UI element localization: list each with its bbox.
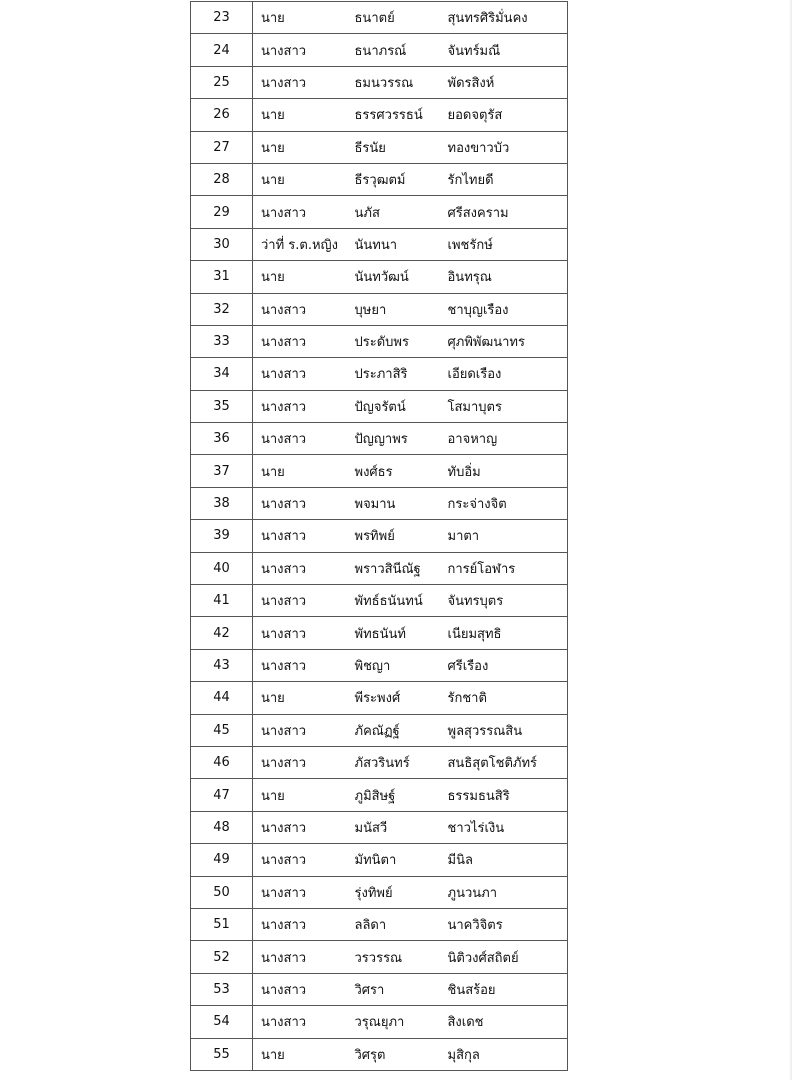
row-number: 28 xyxy=(191,163,253,195)
last-name: นิติวงศ์สถิตย์ xyxy=(446,941,568,973)
first-name: มนัสวี xyxy=(349,811,446,843)
table-row xyxy=(191,746,568,778)
row-number: 38 xyxy=(191,487,253,519)
name-title: นาย xyxy=(253,779,349,811)
first-name: พราวสินีณัฐ xyxy=(349,552,446,584)
first-name: นันทวัฒน์ xyxy=(349,261,446,293)
row-number: 46 xyxy=(191,746,253,778)
last-name: ธรรมธนสิริ xyxy=(446,779,568,811)
table-row xyxy=(191,1038,568,1070)
name-title: นางสาว xyxy=(253,714,349,746)
name-title: นางสาว xyxy=(253,66,349,98)
first-name: มัทนิตา xyxy=(349,844,446,876)
table-row xyxy=(191,714,568,746)
row-number: 26 xyxy=(191,99,253,131)
table-row xyxy=(191,261,568,293)
first-name: ประภาสิริ xyxy=(349,358,446,390)
name-title: นางสาว xyxy=(253,811,349,843)
first-name: นันทนา xyxy=(349,228,446,260)
name-title: นางสาว xyxy=(253,325,349,357)
first-name: ประดับพร xyxy=(349,325,446,357)
first-name: ธีรวุฒตม์ xyxy=(349,163,446,195)
first-name: พัทธ์ธนันทน์ xyxy=(349,585,446,617)
last-name: พัดรสิงห์ xyxy=(446,66,568,98)
row-number: 30 xyxy=(191,228,253,260)
first-name: พรทิพย์ xyxy=(349,520,446,552)
row-number: 50 xyxy=(191,876,253,908)
table-row xyxy=(191,844,568,876)
name-title: นาย xyxy=(253,2,349,34)
name-title: นาย xyxy=(253,1038,349,1070)
name-title: นาย xyxy=(253,99,349,131)
first-name: ธีรนัย xyxy=(349,131,446,163)
first-name: ภัคณัฏฐ์ xyxy=(349,714,446,746)
name-title: นาย xyxy=(253,682,349,714)
row-number: 44 xyxy=(191,682,253,714)
table-row xyxy=(191,66,568,98)
name-title: นางสาว xyxy=(253,941,349,973)
table-row xyxy=(191,34,568,66)
name-title: นางสาว xyxy=(253,876,349,908)
row-number: 41 xyxy=(191,585,253,617)
table-row xyxy=(191,2,568,34)
first-name: ภูมิสิษฐ์ xyxy=(349,779,446,811)
last-name: ภูนวนภา xyxy=(446,876,568,908)
table-row xyxy=(191,876,568,908)
last-name: จันทร์มณี xyxy=(446,34,568,66)
last-name: จันทรบุตร xyxy=(446,585,568,617)
table-row xyxy=(191,682,568,714)
name-title: นางสาว xyxy=(253,293,349,325)
row-number: 35 xyxy=(191,390,253,422)
last-name: โสมาบุตร xyxy=(446,390,568,422)
table-row xyxy=(191,293,568,325)
table-row xyxy=(191,163,568,195)
row-number: 31 xyxy=(191,261,253,293)
last-name: ทับอิ่ม xyxy=(446,455,568,487)
first-name: ธมนวรรณ xyxy=(349,66,446,98)
name-list-table xyxy=(190,1,568,1071)
row-number: 48 xyxy=(191,811,253,843)
last-name: ชินสร้อย xyxy=(446,973,568,1005)
table-row xyxy=(191,358,568,390)
first-name: บุษยา xyxy=(349,293,446,325)
table-row xyxy=(191,779,568,811)
name-title: นางสาว xyxy=(253,520,349,552)
table-row xyxy=(191,455,568,487)
row-number: 29 xyxy=(191,196,253,228)
row-number: 45 xyxy=(191,714,253,746)
first-name: ภัสวรินทร์ xyxy=(349,746,446,778)
table-row xyxy=(191,973,568,1005)
last-name: ศรีสงคราม xyxy=(446,196,568,228)
last-name: สนธิสุตโชติภัทร์ xyxy=(446,746,568,778)
row-number: 32 xyxy=(191,293,253,325)
name-title: นาย xyxy=(253,261,349,293)
name-title: นางสาว xyxy=(253,552,349,584)
name-title: นางสาว xyxy=(253,617,349,649)
name-title: นางสาว xyxy=(253,196,349,228)
last-name: มาตา xyxy=(446,520,568,552)
table-row xyxy=(191,649,568,681)
last-name: ยอดจตุรัส xyxy=(446,99,568,131)
last-name: รักชาติ xyxy=(446,682,568,714)
row-number: 39 xyxy=(191,520,253,552)
last-name: ชาวไร่เงิน xyxy=(446,811,568,843)
last-name: พูลสุวรรณสิน xyxy=(446,714,568,746)
last-name: สิงเดช xyxy=(446,1006,568,1038)
name-title: นางสาว xyxy=(253,358,349,390)
table-row xyxy=(191,585,568,617)
row-number: 36 xyxy=(191,423,253,455)
row-number: 42 xyxy=(191,617,253,649)
table-row xyxy=(191,617,568,649)
row-number: 24 xyxy=(191,34,253,66)
row-number: 52 xyxy=(191,941,253,973)
table-row xyxy=(191,325,568,357)
name-title: นางสาว xyxy=(253,390,349,422)
last-name: ทองขาวบัว xyxy=(446,131,568,163)
row-number: 43 xyxy=(191,649,253,681)
name-title: นางสาว xyxy=(253,746,349,778)
table-row xyxy=(191,487,568,519)
table-row xyxy=(191,196,568,228)
last-name: เนียมสุทธิ xyxy=(446,617,568,649)
row-number: 40 xyxy=(191,552,253,584)
last-name: เอียดเรือง xyxy=(446,358,568,390)
first-name: วิศรา xyxy=(349,973,446,1005)
table-row xyxy=(191,228,568,260)
table-row xyxy=(191,811,568,843)
table-row xyxy=(191,99,568,131)
row-number: 34 xyxy=(191,358,253,390)
last-name: มีนิล xyxy=(446,844,568,876)
last-name: มุสิกุล xyxy=(446,1038,568,1070)
last-name: อาจหาญ xyxy=(446,423,568,455)
first-name: รุ่งทิพย์ xyxy=(349,876,446,908)
first-name: นภัส xyxy=(349,196,446,228)
first-name: ธนาภรณ์ xyxy=(349,34,446,66)
name-list-body xyxy=(191,2,568,1071)
last-name: ศรีเรือง xyxy=(446,649,568,681)
row-number: 37 xyxy=(191,455,253,487)
first-name: วรุณยุภา xyxy=(349,1006,446,1038)
first-name: พีระพงศ์ xyxy=(349,682,446,714)
table-row xyxy=(191,552,568,584)
row-number: 51 xyxy=(191,908,253,940)
table-row xyxy=(191,520,568,552)
name-title: นาย xyxy=(253,131,349,163)
last-name: ศุภพิพัฒนาทร xyxy=(446,325,568,357)
table-row xyxy=(191,941,568,973)
last-name: กระจ่างจิต xyxy=(446,487,568,519)
row-number: 23 xyxy=(191,2,253,34)
row-number: 25 xyxy=(191,66,253,98)
first-name: วรวรรณ xyxy=(349,941,446,973)
first-name: ปัญญาพร xyxy=(349,423,446,455)
last-name: สุนทรศิริมั่นคง xyxy=(446,2,568,34)
first-name: พงศ์ธร xyxy=(349,455,446,487)
first-name: ธรรศวรรธน์ xyxy=(349,99,446,131)
last-name: ชาบุญเรือง xyxy=(446,293,568,325)
row-number: 55 xyxy=(191,1038,253,1070)
name-title: นางสาว xyxy=(253,844,349,876)
name-title: นาย xyxy=(253,455,349,487)
first-name: พจมาน xyxy=(349,487,446,519)
name-title: นางสาว xyxy=(253,487,349,519)
name-title: นางสาว xyxy=(253,973,349,1005)
last-name: การย์โอฬาร xyxy=(446,552,568,584)
first-name: พิชญา xyxy=(349,649,446,681)
last-name: อินทรุณ xyxy=(446,261,568,293)
first-name: พัทธนันท์ xyxy=(349,617,446,649)
first-name: วิศรุต xyxy=(349,1038,446,1070)
name-title: นางสาว xyxy=(253,908,349,940)
name-title: นางสาว xyxy=(253,1006,349,1038)
row-number: 33 xyxy=(191,325,253,357)
table-row xyxy=(191,131,568,163)
name-title: นางสาว xyxy=(253,423,349,455)
name-title: นางสาว xyxy=(253,34,349,66)
first-name: ลลิดา xyxy=(349,908,446,940)
table-row xyxy=(191,423,568,455)
name-title: นาย xyxy=(253,163,349,195)
last-name: นาควิจิตร xyxy=(446,908,568,940)
row-number: 53 xyxy=(191,973,253,1005)
row-number: 49 xyxy=(191,844,253,876)
first-name: ธนาตย์ xyxy=(349,2,446,34)
row-number: 54 xyxy=(191,1006,253,1038)
name-title: นางสาว xyxy=(253,585,349,617)
last-name: รักไทยดี xyxy=(446,163,568,195)
row-number: 27 xyxy=(191,131,253,163)
name-title: นางสาว xyxy=(253,649,349,681)
name-title: ว่าที่ ร.ต.หญิง xyxy=(253,228,349,260)
first-name: ปัญจรัตน์ xyxy=(349,390,446,422)
last-name: เพชรักษ์ xyxy=(446,228,568,260)
table-row xyxy=(191,390,568,422)
row-number: 47 xyxy=(191,779,253,811)
table-row xyxy=(191,908,568,940)
table-row xyxy=(191,1006,568,1038)
